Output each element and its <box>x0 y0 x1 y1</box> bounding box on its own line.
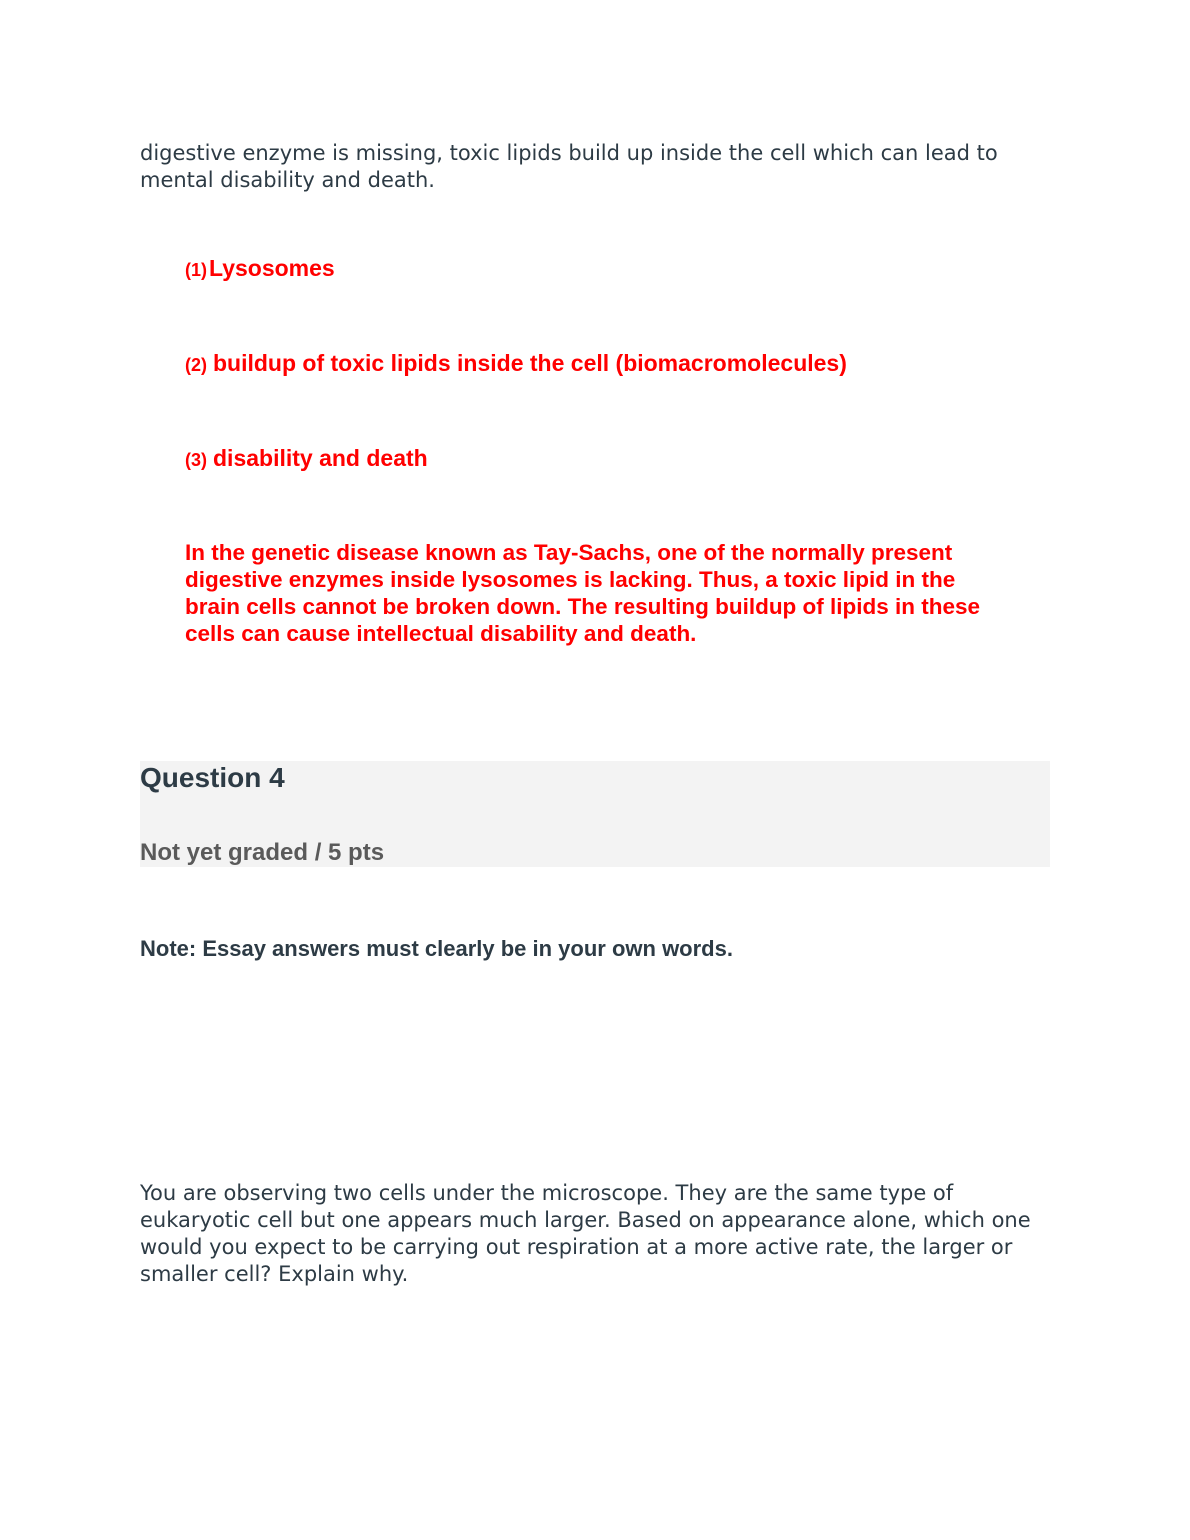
question-points: Not yet graded / 5 pts <box>140 839 385 866</box>
answer-text: Lysosomes <box>209 255 335 281</box>
answer-item-3 <box>185 445 428 472</box>
answer-text: buildup of toxic lipids inside the cell (biomacromolecules) <box>213 350 847 376</box>
answer-number: (3) <box>185 450 207 470</box>
answer-text: disability and death <box>213 445 428 471</box>
intro-paragraph: digestive enzyme is missing, toxic lipids build up inside the cell which can lead to mental disability and death. <box>140 141 998 192</box>
answer-number: (2) <box>185 355 207 375</box>
explanation-paragraph: In the genetic disease known as Tay-Sachs, one of the normally present digestive enzymes inside lysosomes is lacking. Thus, a toxic lipid in the brain cells cannot be broken down. The resulting buildup of lipids in these cells can cause intellectual disability and death. <box>185 540 981 646</box>
answer-item-2 <box>185 350 847 377</box>
answer-item-1 <box>185 255 335 282</box>
question-text: You are observing two cells under the microscope. They are the same type of eukaryotic cell but one appears much larger. Based on appearance alone, which one would you expect to be carrying out respiration at a more active rate, the larger or smaller cell? Explain why. <box>140 1181 1031 1286</box>
answer-number: (1) <box>185 260 207 280</box>
question-header <box>140 761 1050 867</box>
essay-note: Note: Essay answers must clearly be in your own words. <box>140 936 733 961</box>
question-title: Question 4 <box>140 762 285 793</box>
